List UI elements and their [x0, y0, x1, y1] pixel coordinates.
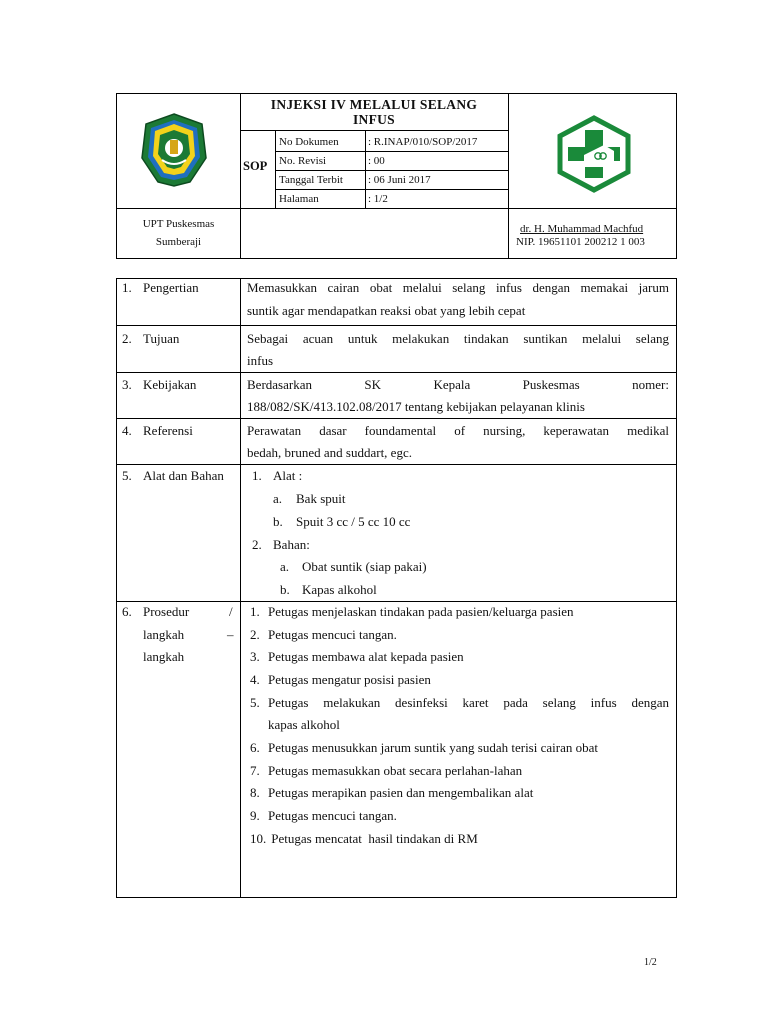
step-number: 5. [250, 695, 260, 710]
step-number: 9. [250, 808, 260, 823]
meta-value-no-revisi: : 00 [368, 155, 385, 167]
step-text: Petugas melakukan desinfeksi karet pada selang infus dengan [268, 695, 669, 710]
row-number-6: 6. [122, 604, 132, 619]
kebijakan-text-line1: Berdasarkan SK Kepala Puskesmas nomer: [247, 377, 669, 392]
puskesmas-cross-icon [556, 115, 632, 193]
alat-heading: Alat : [273, 468, 303, 483]
bahan-item-mark: a. [280, 559, 290, 574]
step-text: Petugas mencatat hasil tindakan di RM [268, 831, 478, 846]
pengertian-text-line2: suntik agar mendapatkan reaksi obat yang lebih cepat [247, 303, 526, 318]
step-text: Petugas membawa alat kepada pasien [268, 649, 464, 664]
step-text: Petugas mencuci tangan. [268, 627, 397, 642]
signer-name: dr. H. Muhammad Machfud [520, 223, 644, 235]
row-label-langkah-2: langkah [143, 649, 185, 664]
step-number: 10. [250, 831, 267, 846]
row-number-5: 5. [122, 468, 132, 483]
row-label-pengertian: Pengertian [143, 280, 199, 295]
bahan-item: Kapas alkohol [302, 582, 377, 597]
bahan-item: Obat suntik (siap pakai) [302, 559, 427, 574]
step-text: Petugas memasukkan obat secara perlahan-lahan [268, 763, 523, 778]
step-text: Petugas mengatur posisi pasien [268, 672, 431, 687]
step-number: 6. [250, 740, 260, 755]
meta-label-halaman: Halaman [279, 193, 319, 205]
document-title-line1: INJEKSI IV MELALUI SELANG [270, 97, 478, 112]
step-number: 7. [250, 763, 260, 778]
step-text-continuation: kapas alkohol [268, 717, 340, 732]
org-name-line2: Sumberaji [155, 236, 202, 248]
meta-label-tanggal-terbit: Tanggal Terbit [279, 174, 343, 186]
pengertian-text-line1: Memasukkan cairan obat melalui selang infus dengan memakai jarum [247, 280, 669, 295]
step-number: 2. [250, 627, 260, 642]
step-text: Petugas merapikan pasien dan mengembalikan alat [268, 785, 534, 800]
meta-value-halaman: : 1/2 [368, 193, 388, 205]
referensi-text-line1: Perawatan dasar foundamental of nursing, keperawatan medikal [247, 423, 669, 438]
meta-value-no-dokumen: : R.INAP/010/SOP/2017 [368, 136, 478, 148]
step-number: 1. [250, 604, 260, 619]
meta-value-tanggal-terbit: : 06 Juni 2017 [368, 174, 431, 186]
step-text: Petugas mencuci tangan. [268, 808, 397, 823]
step-number: 3. [250, 649, 260, 664]
row-label-dash: – [227, 627, 234, 642]
signer-nip: NIP. 19651101 200212 1 003 [516, 236, 645, 248]
referensi-text-line2: bedah, bruned and suddart, egc. [247, 445, 412, 460]
alat-number: 1. [252, 468, 262, 483]
page-number: 1/2 [644, 957, 657, 968]
meta-label-no-revisi: No. Revisi [279, 155, 327, 167]
bahan-number: 2. [252, 537, 262, 552]
row-number-4: 4. [122, 423, 132, 438]
step-text: Petugas menjelaskan tindakan pada pasien/keluarga pasien [268, 604, 574, 619]
row-label-tujuan: Tujuan [143, 331, 180, 346]
document-title-line2: INFUS [352, 112, 395, 127]
row-label-alat-bahan: Alat dan Bahan [143, 468, 224, 483]
org-name-line1: UPT Puskesmas [142, 218, 215, 230]
tujuan-text-line1: Sebagai acuan untuk melakukan tindakan suntikan melalui selang [247, 331, 669, 346]
step-number: 4. [250, 672, 260, 687]
row-label-prosedur: Prosedur [143, 604, 190, 619]
kebijakan-text-line2: 188/082/SK/413.102.08/2017 tentang kebijakan pelayanan klinis [247, 399, 585, 414]
sop-label: SOP [243, 159, 268, 173]
row-label-langkah: langkah [143, 627, 185, 642]
meta-label-no-dokumen: No Dokumen [279, 136, 339, 148]
step-number: 8. [250, 785, 260, 800]
alat-item-mark: a. [273, 491, 283, 506]
alat-item-mark: b. [273, 514, 283, 529]
row-number-3: 3. [122, 377, 132, 392]
alat-item: Bak spuit [296, 491, 346, 506]
row-number-1: 1. [122, 280, 132, 295]
bahan-heading: Bahan: [273, 537, 310, 552]
regional-emblem-icon [140, 112, 208, 188]
bahan-item-mark: b. [280, 582, 290, 597]
row-number-2: 2. [122, 331, 132, 346]
row-label-kebijakan: Kebijakan [143, 377, 197, 392]
tujuan-text-line2: infus [247, 353, 273, 368]
alat-item: Spuit 3 cc / 5 cc 10 cc [296, 514, 411, 529]
row-label-prosedur-slash: / [229, 604, 233, 619]
row-label-referensi: Referensi [143, 423, 193, 438]
step-text: Petugas menusukkan jarum suntik yang sudah terisi cairan obat [268, 740, 598, 755]
